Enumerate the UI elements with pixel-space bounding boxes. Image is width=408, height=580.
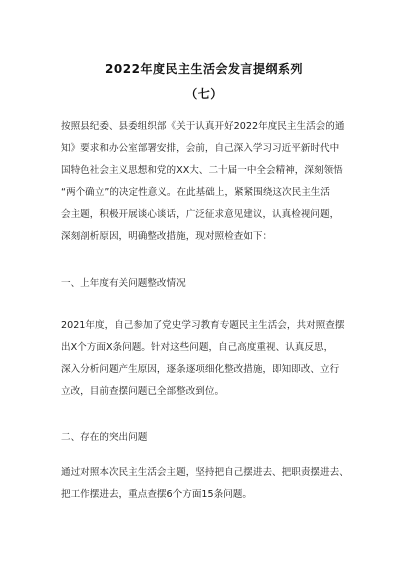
intro-line: 按照县纪委、县委组织部《关于认真开好2022年度民主生活会的通	[61, 121, 345, 132]
document-title: 2022年度民主生活会发言提纲系列	[105, 62, 303, 76]
section1-line: 2021年度，自己参加了党史学习教育专题民主生活会，共对照查摆	[61, 320, 345, 331]
section2-line: 把工作摆进去，重点查摆6个方面15条问题。	[61, 489, 252, 500]
section1-line: 深入分析问题产生原因，逐条逐项细化整改措施，即知即改、立行	[61, 364, 340, 375]
intro-line: 国特色社会主义思想和党的XX大、二十届一中全会精神，深刻领悟	[61, 165, 343, 176]
section1-paragraph	[61, 315, 361, 403]
section-heading-2: 二、存在的突出问题	[61, 432, 148, 443]
section-heading-1: 一、上年度有关问题整改情况	[61, 278, 186, 289]
intro-paragraph	[61, 116, 361, 248]
section2-paragraph	[61, 462, 361, 506]
section1-line: 出X个方面X条问题。针对这些问题，自己高度重视、认真反思，	[61, 342, 334, 353]
section2-line: 通过对照本次民主生活会主题，坚持把自己摆进去、把职责摆进去、	[61, 467, 349, 478]
section1-line: 立改，目前查摆问题已全部整改到位。	[61, 386, 225, 397]
intro-line: 深刻剖析原因，明确整改措施，现对照检查如下：	[61, 231, 273, 242]
document-subtitle: （七）	[185, 87, 223, 101]
intro-line: “两个确立”的决定性意义。在此基础上，紧紧围绕这次民主生活	[61, 187, 330, 198]
intro-line: 会主题，积极开展谈心谈话，广泛征求意见建议，认真检视问题，	[61, 209, 340, 220]
intro-line: 知》要求和办公室部署安排，会前，自己深入学习习近平新时代中	[61, 143, 340, 154]
